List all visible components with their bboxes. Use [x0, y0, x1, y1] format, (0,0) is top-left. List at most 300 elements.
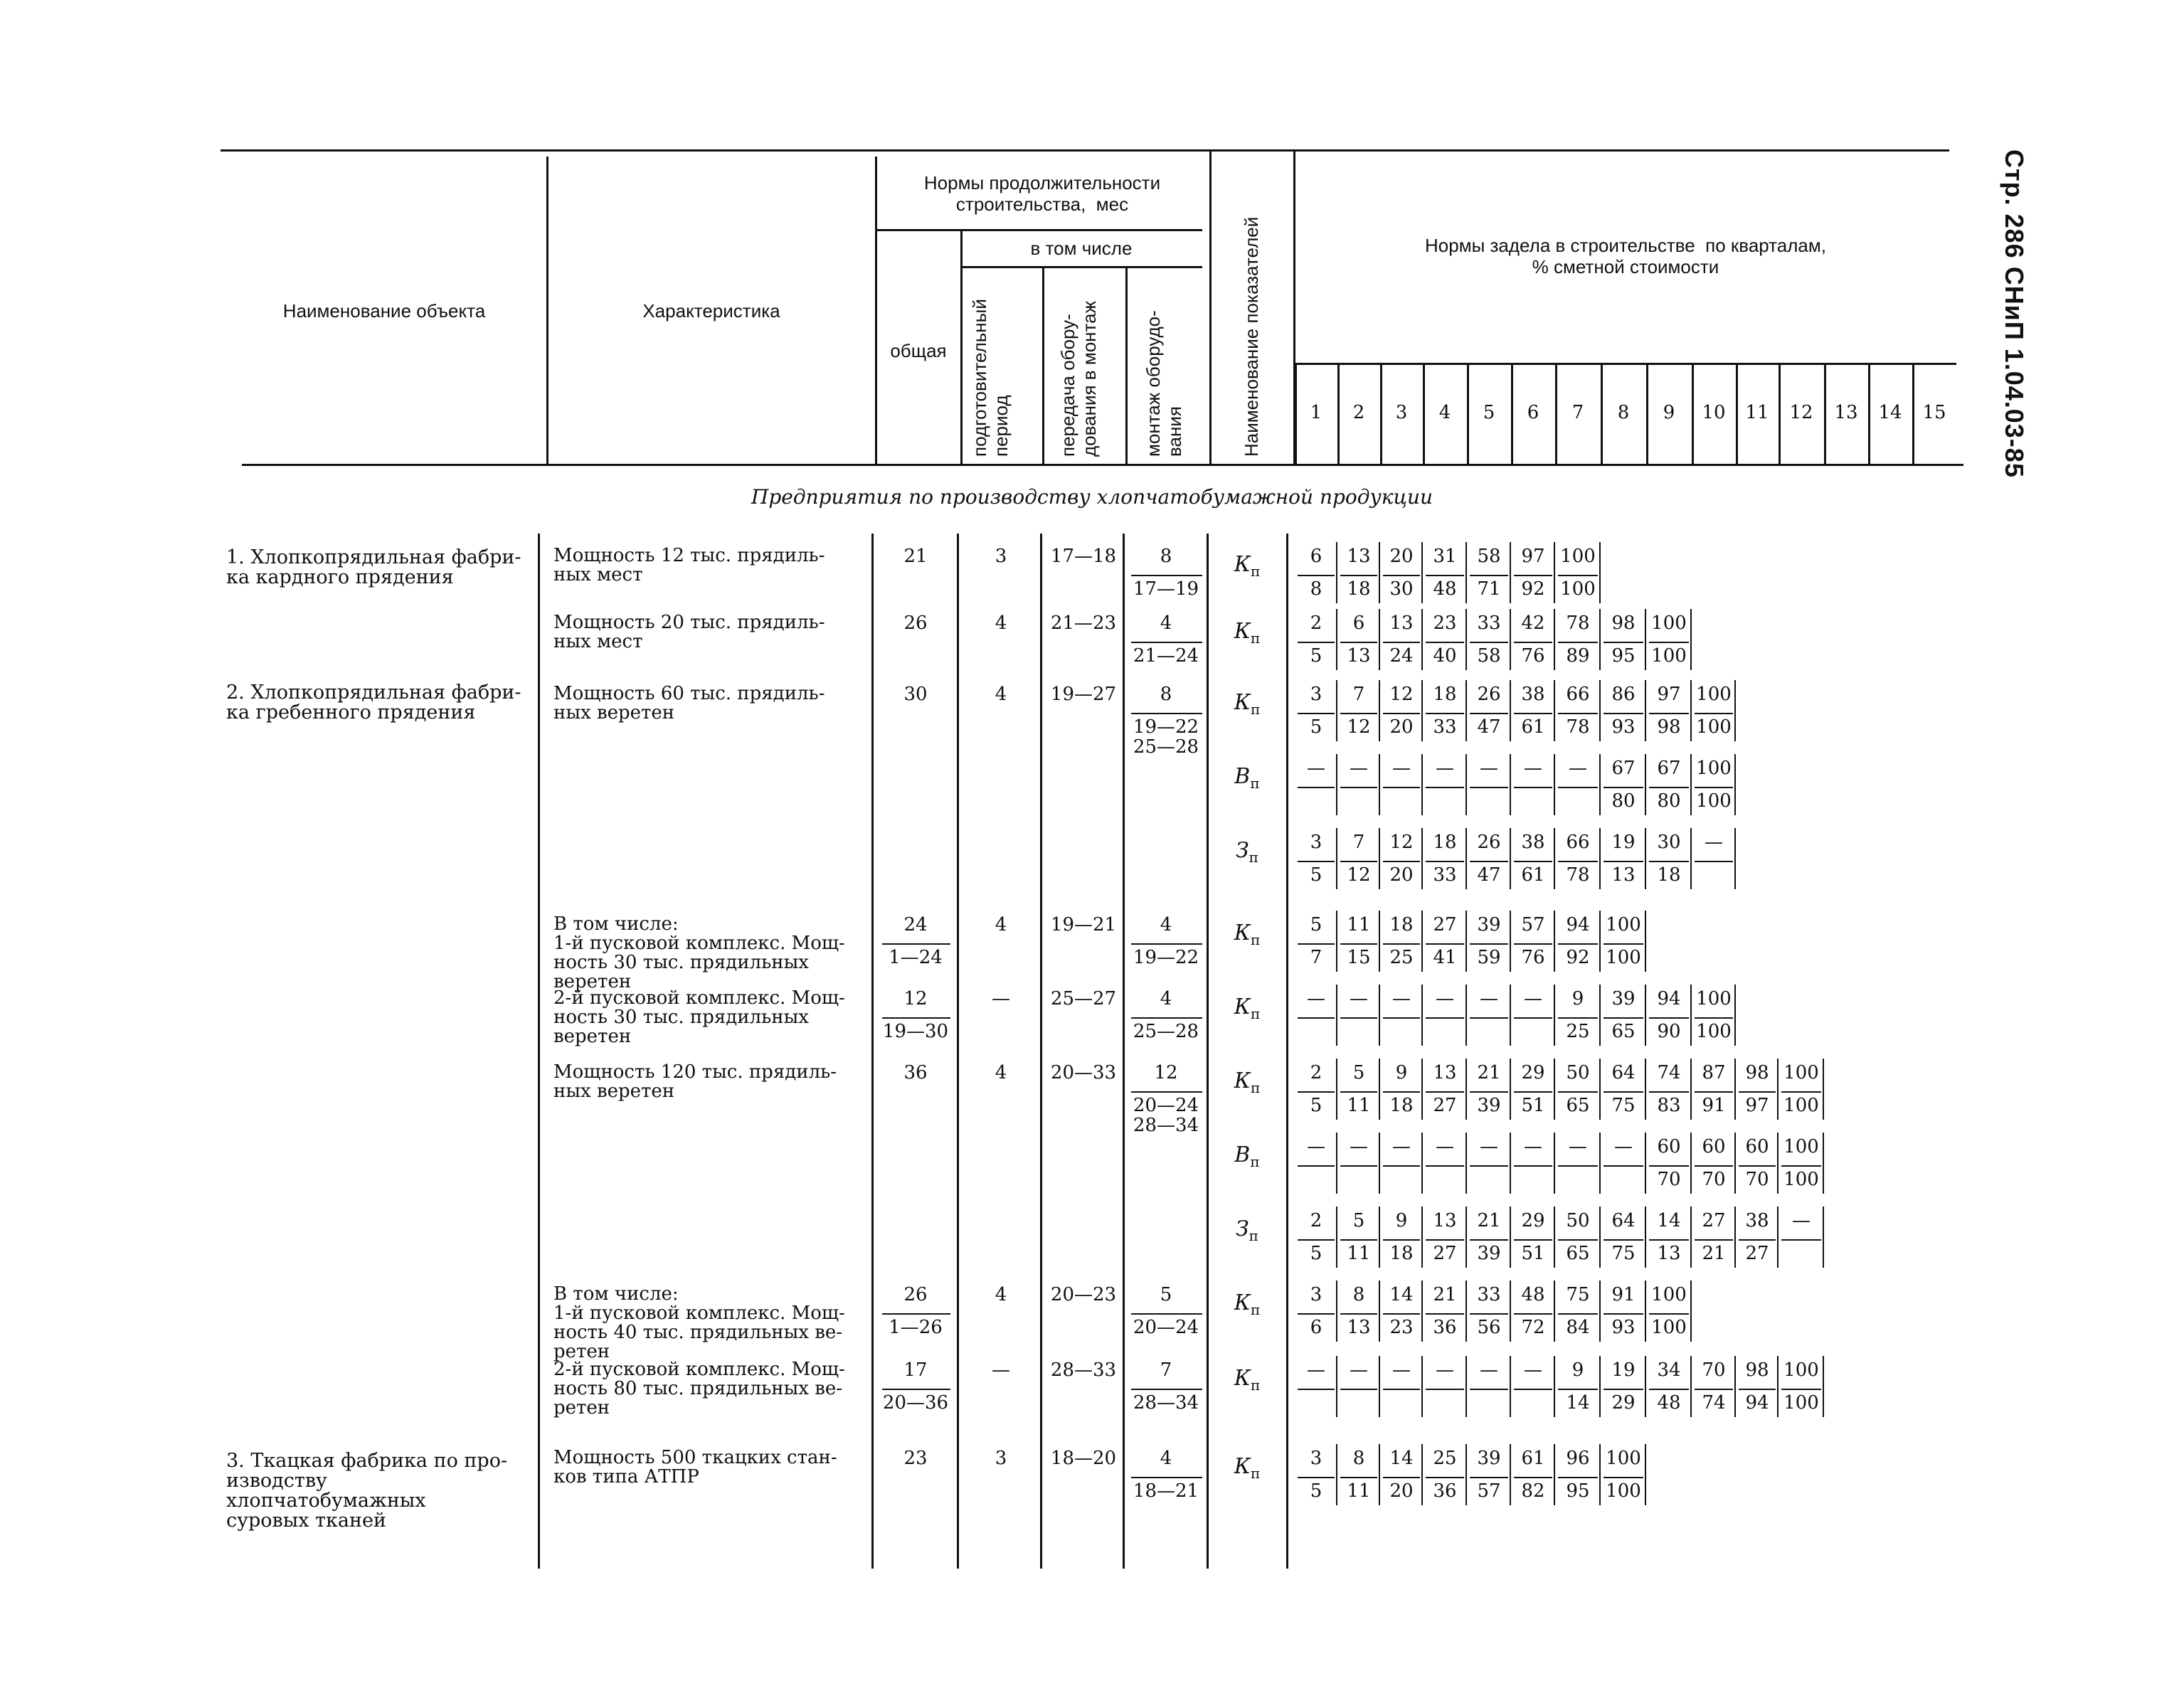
cell-divider [1554, 1444, 1555, 1505]
backlog-value: 61 [1521, 716, 1545, 738]
cell-divider [1599, 754, 1601, 815]
fraction-line [1340, 1165, 1377, 1167]
fraction-line [1695, 1017, 1733, 1019]
fraction-line [1131, 713, 1202, 714]
backlog-value: 87 [1702, 1062, 1726, 1083]
backlog-value: 70 [1745, 1169, 1769, 1190]
cell-divider [1421, 985, 1423, 1046]
backlog-value: 100 [1560, 546, 1596, 567]
fraction-line [1695, 787, 1733, 788]
fraction-line [1298, 1239, 1335, 1241]
fraction-line [1649, 861, 1689, 862]
quarter-number: 5 [1483, 402, 1495, 423]
fraction-line [1603, 1477, 1643, 1478]
backlog-value: 100 [1651, 613, 1687, 634]
backlog-value: 100 [1783, 1359, 1819, 1381]
characteristic: Мощность 60 тыс. прядиль- ных веретен [553, 683, 825, 723]
backlog-value: 100 [1783, 1095, 1819, 1116]
fraction-line [1131, 1091, 1202, 1093]
cell-divider [1336, 985, 1337, 1046]
backlog-value: 14 [1389, 1448, 1414, 1469]
backlog-value: 6 [1310, 546, 1322, 567]
cell-divider [1510, 1356, 1511, 1417]
backlog-value: 39 [1477, 914, 1501, 935]
cell-divider [1510, 680, 1511, 741]
cell-divider [1599, 828, 1601, 889]
backlog-value: 100 [1696, 684, 1732, 705]
backlog-value: — [1569, 1136, 1587, 1157]
fraction-line [1695, 1091, 1733, 1093]
fraction-line [1649, 1389, 1689, 1390]
backlog-value: 15 [1347, 947, 1371, 968]
fraction-line [1739, 1091, 1776, 1093]
characteristic: Мощность 12 тыс. прядиль- ных мест [553, 545, 825, 585]
backlog-value: 30 [1657, 832, 1681, 853]
fraction-line [1340, 575, 1377, 576]
characteristic: Мощность 120 тыс. прядиль- ных веретен [553, 1061, 837, 1102]
fraction-line [1470, 1239, 1508, 1241]
cell-divider [1465, 609, 1467, 670]
fraction-line [1649, 713, 1689, 714]
header-divider [1125, 266, 1128, 464]
backlog-value: 11 [1347, 914, 1371, 935]
cell-divider [1379, 828, 1380, 889]
fraction-line [1340, 1091, 1377, 1093]
cell-divider [1379, 1356, 1380, 1417]
backlog-value: 25 [1433, 1448, 1457, 1469]
cell-divider [1421, 1444, 1423, 1505]
fraction-line [1298, 1477, 1335, 1478]
fraction-line [1514, 1389, 1552, 1390]
body-divider [1286, 534, 1288, 1569]
backlog-value: 13 [1347, 645, 1371, 667]
fraction-line [1426, 943, 1464, 945]
fraction-line [1131, 1389, 1202, 1390]
fraction-line [1383, 787, 1420, 788]
quarter-number: 15 [1922, 402, 1946, 423]
backlog-value: 61 [1521, 1448, 1545, 1469]
duration-total: 21 [903, 546, 928, 567]
backlog-value: 78 [1566, 716, 1590, 738]
backlog-value: 9 [1571, 988, 1584, 1009]
duration-mount-range: 20—24 28—34 [1133, 1095, 1199, 1136]
cell-divider [1336, 680, 1337, 741]
backlog-value: 12 [1347, 716, 1371, 738]
cell-divider [1465, 1356, 1467, 1417]
backlog-value: 98 [1745, 1062, 1769, 1083]
backlog-value: 89 [1566, 645, 1590, 667]
backlog-value: — [1524, 988, 1542, 1009]
fraction-line [1603, 1165, 1643, 1167]
cell-divider [1599, 1133, 1601, 1194]
backlog-value: 64 [1611, 1062, 1636, 1083]
fraction-line [1426, 575, 1464, 576]
cell-divider [1421, 754, 1423, 815]
backlog-value: — [1436, 758, 1454, 779]
cell-divider [1379, 1207, 1380, 1268]
duration-prep: 4 [995, 684, 1007, 705]
backlog-value: 100 [1696, 716, 1732, 738]
backlog-value: — [1705, 832, 1723, 853]
cell-divider [1777, 1207, 1779, 1268]
backlog-value: 6 [1352, 613, 1365, 634]
cell-divider [1599, 985, 1601, 1046]
duration-transfer: 18—20 [1050, 1448, 1117, 1469]
backlog-value: — [1307, 758, 1325, 779]
fraction-line [1383, 1165, 1420, 1167]
duration-mount-range: 28—34 [1133, 1392, 1199, 1414]
backlog-value: 80 [1657, 790, 1681, 812]
duration-mount-range: 19—22 25—28 [1133, 716, 1199, 758]
cell-divider [1554, 754, 1555, 815]
fraction-line [1695, 713, 1733, 714]
fraction-line [1781, 1389, 1821, 1390]
cell-divider [1421, 911, 1423, 972]
cell-divider [1645, 1207, 1646, 1268]
duration-transfer: 20—33 [1050, 1062, 1117, 1083]
quarter-divider [1295, 364, 1297, 464]
backlog-value: 5 [1310, 716, 1322, 738]
characteristic: В том числе: 1-й пусковой комплекс. Мощ- ность 40 тыс. прядильных ве- ретен [553, 1283, 845, 1362]
fraction-line [1558, 1389, 1598, 1390]
characteristic: 2-й пусковой комплекс. Мощ- ность 80 тыс. прядильных ве- ретен [553, 1359, 845, 1418]
cell-divider [1645, 985, 1646, 1046]
backlog-value: 2 [1310, 1062, 1322, 1083]
object-name: 1. Хлопкопрядильная фабри- ка кардного прядения [226, 546, 521, 588]
quarters-rule [1295, 363, 1956, 365]
backlog-value: 72 [1521, 1317, 1545, 1338]
quarter-divider [1511, 364, 1513, 464]
backlog-value: 48 [1433, 578, 1457, 600]
backlog-value: 21 [1433, 1284, 1457, 1305]
cell-divider [1645, 1133, 1646, 1194]
cell-divider [1336, 754, 1337, 815]
cell-divider [1465, 1133, 1467, 1194]
backlog-value: 18 [1657, 864, 1681, 886]
backlog-value: — [1307, 1136, 1325, 1157]
backlog-value: 67 [1611, 758, 1636, 779]
duration-total-range: 1—26 [889, 1317, 943, 1338]
backlog-value: 100 [1606, 914, 1641, 935]
indicator: $К_п$ [1234, 921, 1261, 948]
fraction-line [1131, 575, 1202, 576]
backlog-value: 33 [1477, 613, 1501, 634]
backlog-value: 12 [1347, 864, 1371, 886]
backlog-value: 78 [1566, 864, 1590, 886]
cell-divider [1379, 609, 1380, 670]
fraction-line [1470, 1091, 1508, 1093]
backlog-value: 38 [1521, 832, 1545, 853]
fraction-line [1470, 943, 1508, 945]
backlog-value: 60 [1745, 1136, 1769, 1157]
duration-prep: 3 [995, 1448, 1007, 1469]
backlog-value: 75 [1611, 1095, 1636, 1116]
backlog-value: 94 [1657, 988, 1681, 1009]
duration-total: 24 [903, 914, 928, 935]
backlog-value: 70 [1702, 1359, 1726, 1381]
cell-divider [1465, 911, 1467, 972]
backlog-value: 31 [1433, 546, 1457, 567]
backlog-value: 34 [1657, 1359, 1681, 1381]
backlog-value: 38 [1745, 1210, 1769, 1231]
fraction-line [1426, 1017, 1464, 1019]
cell-divider [1465, 1280, 1467, 1342]
fraction-line [1426, 642, 1464, 643]
fraction-line [1383, 713, 1420, 714]
quarter-number: 4 [1438, 402, 1451, 423]
duration-mount: 4 [1160, 1448, 1172, 1469]
backlog-value: 100 [1696, 1021, 1732, 1042]
cell-divider [1465, 828, 1467, 889]
backlog-value: 93 [1611, 716, 1636, 738]
backlog-value: 13 [1657, 1243, 1681, 1264]
fraction-line [1603, 787, 1643, 788]
cell-divider [1421, 1207, 1423, 1268]
backlog-value: 13 [1389, 613, 1414, 634]
body-divider [1040, 534, 1042, 1569]
backlog-value: 39 [1477, 1448, 1501, 1469]
backlog-value: 33 [1477, 1284, 1501, 1305]
backlog-value: 20 [1389, 1480, 1414, 1502]
cell-divider [1510, 542, 1511, 603]
cell-divider [1690, 1133, 1692, 1194]
fraction-line [1298, 943, 1335, 945]
backlog-value: 58 [1477, 645, 1501, 667]
backlog-value: 100 [1783, 1062, 1819, 1083]
backlog-value: 38 [1521, 684, 1545, 705]
duration-prep: 4 [995, 914, 1007, 935]
header-transfer: передача обору- дования в монтаж [1057, 301, 1100, 457]
backlog-value: 50 [1566, 1210, 1590, 1231]
fraction-line [1649, 1091, 1689, 1093]
backlog-value: 60 [1702, 1136, 1726, 1157]
cell-divider [1554, 911, 1555, 972]
backlog-value: 100 [1783, 1169, 1819, 1190]
cell-divider [1379, 1059, 1380, 1120]
fraction-line [1558, 1165, 1598, 1167]
fraction-line [1383, 1239, 1420, 1241]
backlog-value: 48 [1521, 1284, 1545, 1305]
backlog-value: 61 [1521, 864, 1545, 886]
quarter-divider [1779, 364, 1781, 464]
fraction-line [1340, 713, 1377, 714]
duration-mount: 4 [1160, 613, 1172, 634]
fraction-line [1514, 713, 1552, 714]
backlog-value: 5 [1310, 645, 1322, 667]
cell-divider [1336, 1133, 1337, 1194]
backlog-value: 65 [1611, 1021, 1636, 1042]
backlog-value: 100 [1696, 988, 1732, 1009]
backlog-value: 21 [1477, 1062, 1501, 1083]
fraction-line [1558, 575, 1598, 576]
duration-total-range: 1—24 [889, 947, 943, 968]
backlog-value: — [1480, 1136, 1498, 1157]
header-divider [1209, 149, 1212, 464]
indicator: $З_п$ [1235, 838, 1259, 866]
duration-mount: 4 [1160, 914, 1172, 935]
cell-divider [1379, 1444, 1380, 1505]
duration-prep: — [992, 1359, 1010, 1381]
fraction-line [1514, 575, 1552, 576]
quarter-divider [1555, 364, 1557, 464]
backlog-value: 92 [1521, 578, 1545, 600]
fraction-line [882, 1313, 950, 1315]
body-divider [1207, 534, 1209, 1569]
backlog-value: 19 [1611, 1359, 1636, 1381]
cell-divider [1465, 1059, 1467, 1120]
quarter-number: 11 [1745, 402, 1769, 423]
backlog-value: 12 [1389, 832, 1414, 853]
backlog-value: 5 [1310, 1480, 1322, 1502]
cell-divider [1734, 985, 1736, 1046]
indicator: $К_п$ [1234, 995, 1261, 1022]
backlog-value: 29 [1521, 1210, 1545, 1231]
cell-divider [1510, 985, 1511, 1046]
quarter-number: 14 [1878, 402, 1902, 423]
quarter-divider [1692, 364, 1694, 464]
header-bottom-rule [242, 464, 1963, 466]
fraction-line [1695, 1389, 1733, 1390]
duration-prep: 4 [995, 613, 1007, 634]
cell-divider [1554, 828, 1555, 889]
backlog-value: 100 [1606, 1480, 1641, 1502]
backlog-value: 5 [1310, 914, 1322, 935]
backlog-value: 27 [1433, 914, 1457, 935]
backlog-value: 59 [1477, 947, 1501, 968]
fraction-line [882, 1389, 950, 1390]
quarter-divider [1423, 364, 1425, 464]
quarter-number: 13 [1834, 402, 1858, 423]
fraction-line [1558, 1091, 1598, 1093]
backlog-value: — [1307, 1359, 1325, 1381]
header-divider [546, 157, 548, 464]
duration-mount: 7 [1160, 1359, 1172, 1381]
fraction-line [1514, 943, 1552, 945]
backlog-value: 95 [1611, 645, 1636, 667]
fraction-line [1426, 861, 1464, 862]
backlog-value: 76 [1521, 947, 1545, 968]
backlog-value: 5 [1310, 864, 1322, 886]
duration-total-range: 20—36 [882, 1392, 949, 1414]
fraction-line [882, 943, 950, 945]
backlog-value: 13 [1433, 1062, 1457, 1083]
backlog-value: 66 [1566, 684, 1590, 705]
duration-mount-range: 25—28 [1133, 1021, 1199, 1042]
fraction-line [1649, 1017, 1689, 1019]
cell-divider [1645, 1059, 1646, 1120]
header-divider [875, 157, 877, 464]
fraction-line [1649, 1313, 1689, 1315]
backlog-value: 97 [1657, 684, 1681, 705]
duration-mount: 5 [1160, 1284, 1172, 1305]
cell-divider [1336, 542, 1337, 603]
cell-divider [1554, 1133, 1555, 1194]
backlog-value: 18 [1389, 1095, 1414, 1116]
backlog-value: 91 [1611, 1284, 1636, 1305]
backlog-value: 3 [1310, 832, 1322, 853]
fraction-line [1298, 861, 1335, 862]
backlog-value: 20 [1389, 864, 1414, 886]
fraction-line [1340, 1313, 1377, 1315]
backlog-value: 86 [1611, 684, 1636, 705]
cell-divider [1734, 680, 1736, 741]
backlog-value: 100 [1651, 645, 1687, 667]
duration-transfer: 19—21 [1050, 914, 1117, 935]
duration-group-rule [875, 229, 1202, 231]
backlog-value: — [1614, 1136, 1633, 1157]
cell-divider [1599, 609, 1601, 670]
cell-divider [1554, 1356, 1555, 1417]
duration-transfer: 17—18 [1050, 546, 1117, 567]
backlog-value: 51 [1521, 1243, 1545, 1264]
cell-divider [1510, 1207, 1511, 1268]
fraction-line [1649, 1239, 1689, 1241]
backlog-value: 100 [1783, 1136, 1819, 1157]
cell-divider [1465, 1207, 1467, 1268]
fraction-line [1470, 1313, 1508, 1315]
fraction-line [1298, 1165, 1335, 1167]
backlog-value: 13 [1347, 546, 1371, 567]
backlog-value: — [1392, 988, 1411, 1009]
backlog-value: 27 [1745, 1243, 1769, 1264]
backlog-value: 100 [1651, 1284, 1687, 1305]
backlog-value: — [1307, 988, 1325, 1009]
cell-divider [1379, 542, 1380, 603]
indicator: $К_п$ [1234, 690, 1261, 718]
header-incl: в том числе [1030, 238, 1133, 259]
backlog-value: 41 [1433, 947, 1457, 968]
fraction-line [1558, 642, 1598, 643]
header-prep: подготовительный период [969, 299, 1012, 457]
fraction-line [1603, 713, 1643, 714]
backlog-value: 64 [1611, 1210, 1636, 1231]
backlog-value: 9 [1395, 1062, 1408, 1083]
backlog-value: 47 [1477, 716, 1501, 738]
backlog-value: 33 [1433, 716, 1457, 738]
cell-divider [1645, 1280, 1646, 1342]
quarter-divider [1337, 364, 1340, 464]
fraction-line [1340, 787, 1377, 788]
duration-mount-range: 20—24 [1133, 1317, 1199, 1338]
cell-divider [1421, 1280, 1423, 1342]
backlog-value: 9 [1395, 1210, 1408, 1231]
fraction-line [1298, 713, 1335, 714]
quarter-number: 1 [1310, 402, 1322, 423]
header-duration-group: Нормы продолжительности строительства, мес [923, 172, 1161, 215]
cell-divider [1734, 1207, 1736, 1268]
body-divider [1123, 534, 1125, 1569]
cell-divider [1823, 1059, 1824, 1120]
fraction-line [1298, 1389, 1335, 1390]
backlog-value: 7 [1352, 684, 1365, 705]
backlog-value: 58 [1477, 546, 1501, 567]
fraction-line [1558, 1477, 1598, 1478]
backlog-value: 5 [1352, 1062, 1365, 1083]
fraction-line [1340, 1239, 1377, 1241]
fraction-line [1781, 1091, 1821, 1093]
fraction-line [1298, 1017, 1335, 1019]
quarter-number: 9 [1663, 402, 1675, 423]
cell-divider [1690, 1356, 1692, 1417]
cell-divider [1510, 1444, 1511, 1505]
duration-total: 23 [903, 1448, 928, 1469]
cell-divider [1599, 1444, 1601, 1505]
cell-divider [1554, 985, 1555, 1046]
characteristic: 2-й пусковой комплекс. Мощ- ность 30 тыс. прядильных веретен [553, 987, 845, 1047]
cell-divider [1690, 609, 1692, 670]
backlog-value: 98 [1611, 613, 1636, 634]
fraction-line [1131, 1017, 1202, 1019]
